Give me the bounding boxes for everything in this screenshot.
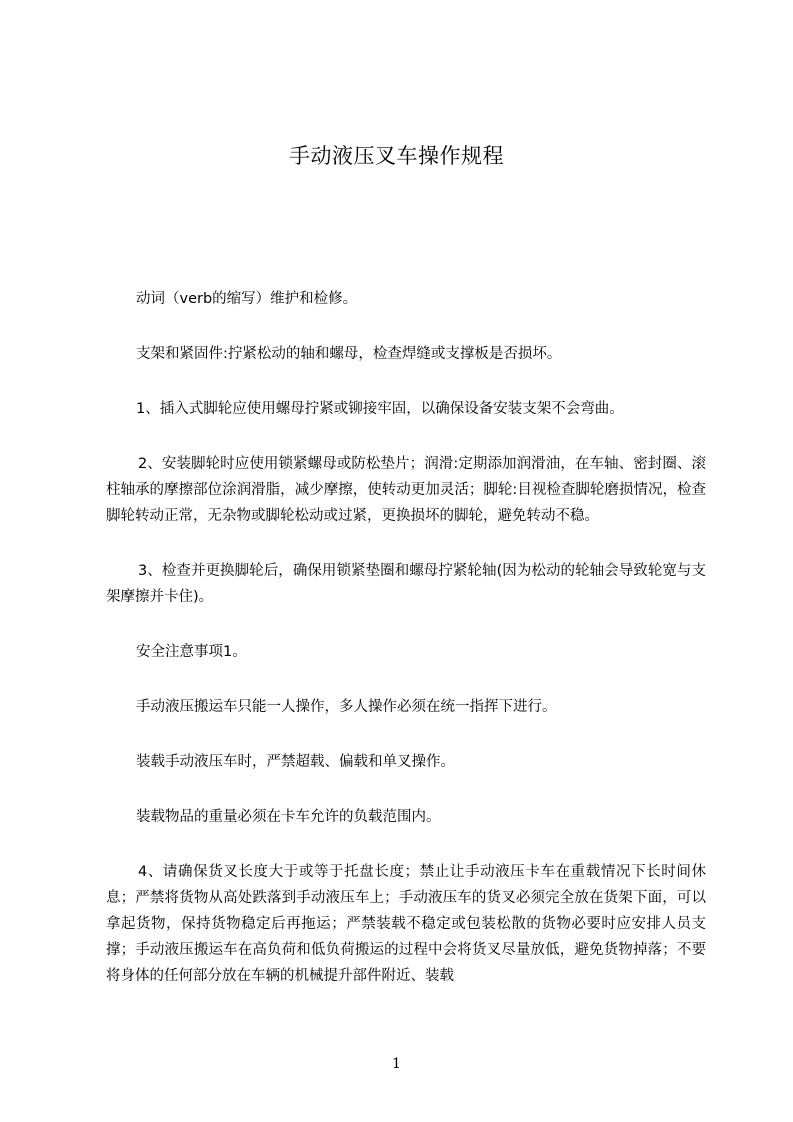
paragraph-no-overload: 装载手动液压车时，严禁超载、偏载和单叉操作。 <box>136 754 455 770</box>
document-body <box>106 286 706 1018</box>
document-title: 手动液压叉车操作规程 <box>289 144 504 168</box>
paragraph-item-4: 4、请确保货叉长度大于或等于托盘长度；禁止让手动液压卡车在重载情况下长时间休息；严禁将货物从高处跌落到手动液压车上；手动液压车的货叉必须完全放在货架下面，可以拿起货物，保持货物稳定后再拖运；严禁装载不稳定或包装松散的货物必要时应安排人员支撑；手动液压搬运车在高负荷和低负荷搬运的过程中会将货叉尽量放低，避免货物掉落；不要将身体的任何部分放在车辆的机械提升部件附近、装载 <box>106 864 706 984</box>
paragraph-bracket-fasteners: 支架和紧固件:拧紧松动的轴和螺母，检查焊缝或支撑板是否损坏。 <box>136 346 562 362</box>
paragraph-single-operator: 手动液压搬运车只能一人操作，多人操作必须在统一指挥下进行。 <box>136 699 557 715</box>
paragraph-item-3: 3、检查并更换脚轮后，确保用锁紧垫圈和螺母拧紧轮轴(因为松动的轮轴会导致轮宽与支架摩擦并卡住)。 <box>106 563 706 605</box>
paragraph-safety-heading: 安全注意事项1。 <box>136 644 247 660</box>
paragraph-load-range: 装载物品的重量必须在卡车允许的负载范围内。 <box>136 809 441 825</box>
page-number: 1 <box>392 1056 401 1072</box>
paragraph-item-2: 2、安装脚轮时应使用锁紧螺母或防松垫片；润滑:定期添加润滑油，在车轴、密封圈、滚柱轴承的摩擦部位涂润滑脂，减少摩擦，使转动更加灵活；脚轮:目视检查脚轮磨损情况，检查脚轮转动正常，无杂物或脚轮松动或过紧，更换损坏的脚轮，避免转动不稳。 <box>106 456 706 524</box>
paragraph-maintenance-heading: 动词（verb的缩写）维护和检修。 <box>136 291 358 307</box>
paragraph-item-1: 1、插入式脚轮应使用螺母拧紧或铆接牢固，以确保设备安装支架不会弯曲。 <box>136 401 624 417</box>
